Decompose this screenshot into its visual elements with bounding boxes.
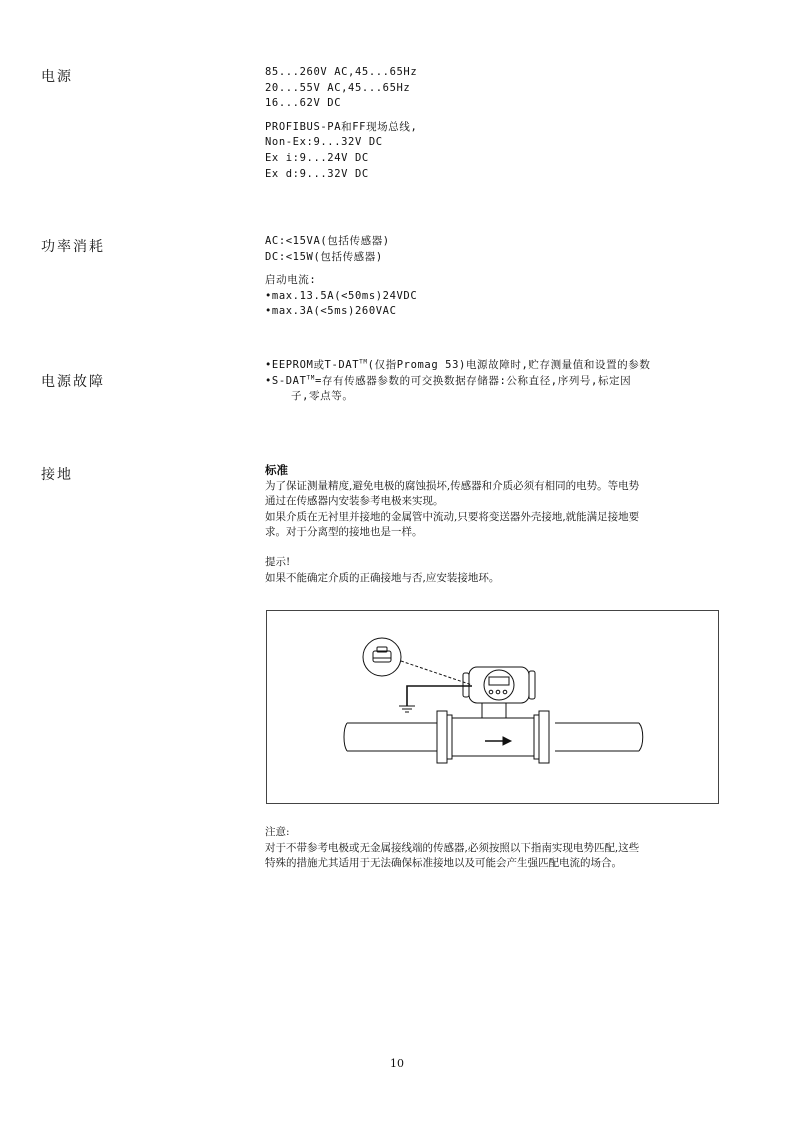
spec-line: 85...260V AC,45...65Hz	[265, 66, 418, 78]
spec-line: 20...55V AC,45...65Hz	[265, 81, 411, 94]
inrush-label: 启动电流:	[265, 274, 317, 287]
note-label: 注意:	[265, 826, 290, 838]
spec-line: 16...62V DC	[265, 97, 342, 110]
flowmeter-grounding-drawing	[267, 611, 718, 803]
paragraph: 为了保证测量精度,避免电极的腐蚀损坏,传感器和介质必须有相同的电势。等电势 通过在传感器内安装参考电极来实现。 如果介质在无衬里并接地的金属管中流动,只要将变送器外壳接地,就能满足接地要 求。对于分离型的接地也是一样。	[265, 479, 640, 539]
heading-power-consumption: 功率消耗	[41, 239, 105, 255]
spec-line: Ex i:9...24V DC	[265, 151, 369, 164]
spec-line: •max.3A(<5ms)260VAC	[265, 305, 397, 318]
note-text: 特殊的措施尤其适用于无法确保标准接地以及可能会产生强匹配电流的场合。	[265, 857, 622, 870]
power-failure-block	[265, 358, 725, 405]
page-number: 10	[390, 1057, 404, 1070]
spec-line: Ex d:9...32V DC	[265, 167, 369, 180]
heading-power-supply: 电源	[41, 69, 73, 85]
grounding-block	[265, 463, 725, 586]
hint-label: 提示!	[265, 555, 291, 568]
heading-power-failure: 电源故障	[41, 374, 105, 390]
hint-text: 如果不能确定介质的正确接地与否,应安装接地环。	[265, 571, 500, 584]
subheading-standard: 标准	[265, 463, 288, 477]
note-block	[265, 825, 725, 872]
spec-line: AC:<15VA(包括传感器)	[265, 235, 390, 247]
heading-grounding: 接地	[41, 467, 73, 483]
bullet-continuation: 子,零点等。	[291, 390, 354, 403]
spec-line: Non-Ex:9...32V DC	[265, 136, 383, 149]
spec-line: •max.13.5A(<50ms)24VDC	[265, 289, 418, 302]
spec-line: DC:<15W(包括传感器)	[265, 250, 383, 263]
grounding-figure	[266, 610, 719, 804]
power-supply-block	[265, 65, 725, 182]
power-consumption-block	[265, 234, 725, 320]
bullet-item: •S-DAT™=存有传感器参数的可交换数据存储器:公称直径,序列号,标定因	[265, 374, 632, 387]
bullet-item: •EEPROM或T-DAT™(仅指Promag 53)电源故障时,贮存测量值和设置的参数	[265, 358, 651, 371]
spec-line: PROFIBUS-PA和FF现场总线,	[265, 120, 418, 133]
note-text: 对于不带参考电极或无金属接线端的传感器,必须按照以下指南实现电势匹配,这些	[265, 841, 640, 854]
